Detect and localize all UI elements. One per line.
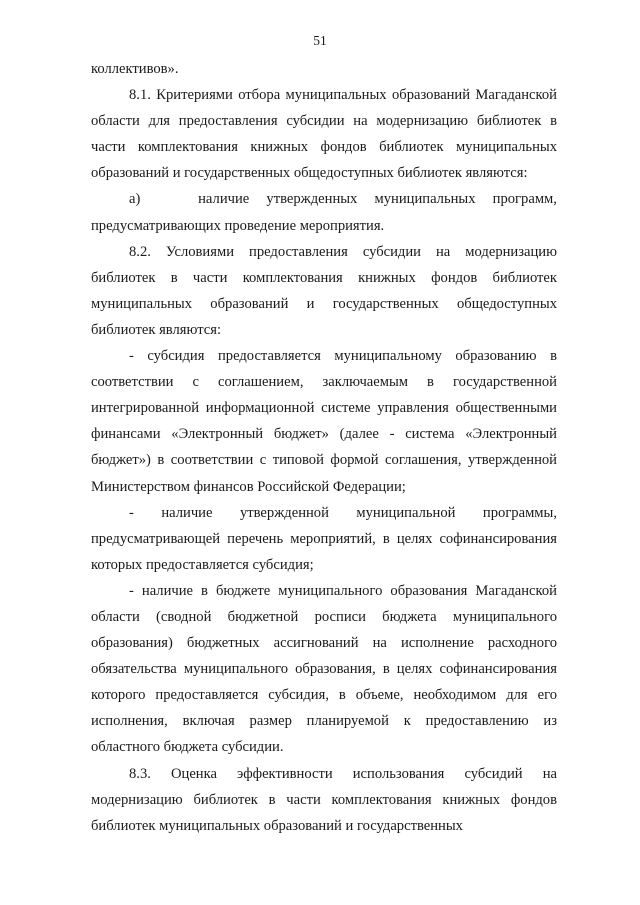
paragraph-8-2: 8.2. Условиями предоставления субсидии на модернизацию библиотек в части комплектования книжных фондов библиотек муниципальных образований и государственных общедоступных библиотек являются: bbox=[91, 243, 557, 338]
list-item-a-word-4: программ, bbox=[492, 191, 557, 208]
paragraph-continuation: коллективов». bbox=[91, 61, 179, 77]
paragraph-8-3: 8.3. Оценка эффективности использования субсидий на модернизацию библиотек в части комплектования книжных фондов библиотек муниципальных образований и государственных bbox=[91, 765, 557, 834]
list-item-a-word-3: муниципальных bbox=[374, 191, 476, 208]
list-item-a-continuation: предусматривающих проведение мероприятия. bbox=[91, 217, 385, 234]
list-item-a bbox=[91, 186, 557, 212]
list-item-a-word-2: утвержденных bbox=[266, 191, 358, 208]
document-body bbox=[91, 56, 557, 839]
page-number: 51 bbox=[313, 33, 327, 48]
list-marker-a: а) bbox=[129, 191, 141, 208]
list-item-a-word-1: наличие bbox=[198, 191, 250, 208]
bullet-subsidy-agreement: - субсидия предоставляется муниципальному образованию в соответствии с соглашением, заключаемым в государственной интегрированной информационной системе управления общественными финансами «Электронный бюджет» (далее - система «Электронный бюджет») в соответствии с типовой формой соглашения, утвержденной Министерством финансов Российской Федерации; bbox=[91, 348, 557, 495]
bullet-municipal-program: - наличие утвержденной муниципальной программы, предусматривающей перечень мероприятий, в целях софинансирования которых предоставляется субсидия; bbox=[91, 504, 557, 573]
bullet-budget-allocations: - наличие в бюджете муниципального образования Магаданской области (сводной бюджетной росписи бюджета муниципального образования) бюджетных ассигнований на исполнение расходного обязательства муниципального образования, в целях софинансирования которого предоставляется субсидия, в объеме, необходимом для его исполнения, включая размер планируемой к предоставлению из областного бюджета субсидии. bbox=[91, 582, 557, 756]
paragraph-8-1: 8.1. Критериями отбора муниципальных образований Магаданской области для предоставления субсидии на модернизацию библиотек в части комплектования книжных фондов библиотек муниципальных образований и государственных общедоступных библиотек являются: bbox=[91, 87, 557, 182]
